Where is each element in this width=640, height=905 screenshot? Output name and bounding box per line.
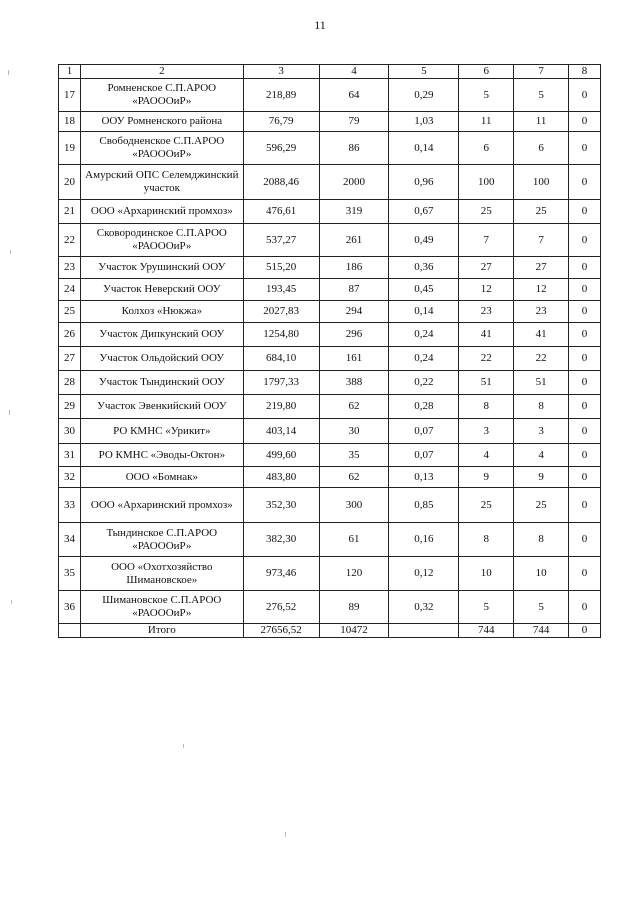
value-col-6: 7: [459, 224, 514, 257]
value-col-6: 12: [459, 279, 514, 301]
row-number: 28: [59, 371, 81, 395]
value-col-7: 9: [514, 467, 569, 488]
value-col-8: 0: [569, 79, 601, 112]
value-col-7: 8: [514, 395, 569, 419]
value-col-4: 62: [319, 395, 389, 419]
value-col-6: 5: [459, 79, 514, 112]
value-col-6: 4: [459, 444, 514, 467]
value-col-5: 0,28: [389, 395, 459, 419]
organization-name: ООО «Архаринский промхоз»: [80, 200, 243, 224]
total-col-8: 0: [569, 624, 601, 638]
value-col-7: 5: [514, 79, 569, 112]
value-col-7: 5: [514, 591, 569, 624]
value-col-8: 0: [569, 419, 601, 444]
value-col-3: 218,89: [243, 79, 319, 112]
table-row: [59, 165, 601, 200]
row-number: 35: [59, 557, 81, 591]
column-header: 8: [569, 65, 601, 79]
scan-speck: [183, 744, 184, 748]
value-col-8: 0: [569, 488, 601, 523]
total-label: Итого: [80, 624, 243, 638]
value-col-6: 100: [459, 165, 514, 200]
value-col-3: 2088,46: [243, 165, 319, 200]
total-row-number: [59, 624, 81, 638]
value-col-8: 0: [569, 467, 601, 488]
value-col-5: 0,14: [389, 132, 459, 165]
row-number: 20: [59, 165, 81, 200]
table-row: [59, 79, 601, 112]
organization-name: ООО «Бомнак»: [80, 467, 243, 488]
scan-speck: [8, 70, 9, 75]
value-col-4: 35: [319, 444, 389, 467]
value-col-7: 25: [514, 200, 569, 224]
total-row: [59, 624, 601, 638]
organization-name: ООО «Охотхозяйство Шимановское»: [80, 557, 243, 591]
value-col-4: 294: [319, 301, 389, 323]
value-col-3: 1797,33: [243, 371, 319, 395]
organization-name: Участок Ольдойский ООУ: [80, 347, 243, 371]
value-col-7: 11: [514, 112, 569, 132]
value-col-3: 2027,83: [243, 301, 319, 323]
table-row: [59, 523, 601, 557]
column-header: 2: [80, 65, 243, 79]
value-col-3: 1254,80: [243, 323, 319, 347]
value-col-4: 30: [319, 419, 389, 444]
value-col-4: 161: [319, 347, 389, 371]
value-col-3: 193,45: [243, 279, 319, 301]
value-col-8: 0: [569, 132, 601, 165]
value-col-5: 0,36: [389, 257, 459, 279]
value-col-5: 0,07: [389, 444, 459, 467]
value-col-4: 261: [319, 224, 389, 257]
value-col-3: 596,29: [243, 132, 319, 165]
value-col-7: 51: [514, 371, 569, 395]
value-col-3: 499,60: [243, 444, 319, 467]
table-row: [59, 279, 601, 301]
value-col-3: 515,20: [243, 257, 319, 279]
value-col-7: 22: [514, 347, 569, 371]
organization-name: ООО «Архаринский промхоз»: [80, 488, 243, 523]
row-number: 32: [59, 467, 81, 488]
value-col-3: 382,30: [243, 523, 319, 557]
value-col-4: 120: [319, 557, 389, 591]
total-col-3: 27656,52: [243, 624, 319, 638]
value-col-4: 296: [319, 323, 389, 347]
value-col-4: 64: [319, 79, 389, 112]
value-col-5: 0,13: [389, 467, 459, 488]
table-row: [59, 323, 601, 347]
value-col-4: 62: [319, 467, 389, 488]
value-col-8: 0: [569, 523, 601, 557]
table-row: [59, 132, 601, 165]
value-col-7: 6: [514, 132, 569, 165]
header-row: [59, 65, 601, 79]
table-row: [59, 467, 601, 488]
table-row: [59, 395, 601, 419]
table-row: [59, 557, 601, 591]
value-col-8: 0: [569, 347, 601, 371]
table-row: [59, 419, 601, 444]
table-row: [59, 224, 601, 257]
value-col-6: 5: [459, 591, 514, 624]
row-number: 36: [59, 591, 81, 624]
value-col-7: 10: [514, 557, 569, 591]
row-number: 29: [59, 395, 81, 419]
row-number: 24: [59, 279, 81, 301]
row-number: 30: [59, 419, 81, 444]
value-col-6: 8: [459, 523, 514, 557]
value-col-3: 219,80: [243, 395, 319, 419]
value-col-7: 100: [514, 165, 569, 200]
value-col-5: 0,22: [389, 371, 459, 395]
organization-name: Участок Неверский ООУ: [80, 279, 243, 301]
value-col-5: 0,24: [389, 323, 459, 347]
table-row: [59, 488, 601, 523]
value-col-5: 0,85: [389, 488, 459, 523]
value-col-4: 89: [319, 591, 389, 624]
total-col-5: [389, 624, 459, 638]
value-col-7: 3: [514, 419, 569, 444]
value-col-8: 0: [569, 371, 601, 395]
value-col-3: 352,30: [243, 488, 319, 523]
value-col-7: 4: [514, 444, 569, 467]
table-row: [59, 347, 601, 371]
page-number: 11: [314, 18, 326, 32]
value-col-5: 0,24: [389, 347, 459, 371]
value-col-3: 276,52: [243, 591, 319, 624]
organization-name: РО КМНС «Эводы-Октон»: [80, 444, 243, 467]
value-col-8: 0: [569, 257, 601, 279]
organization-name: ООУ Ромненского района: [80, 112, 243, 132]
value-col-3: 476,61: [243, 200, 319, 224]
total-col-4: 10472: [319, 624, 389, 638]
row-number: 34: [59, 523, 81, 557]
value-col-6: 22: [459, 347, 514, 371]
organization-name: Ромненское С.П.АРОО «РАОООиР»: [80, 79, 243, 112]
organization-name: Колхоз «Нюкжа»: [80, 301, 243, 323]
organization-name: Участок Дипкунский ООУ: [80, 323, 243, 347]
value-col-4: 61: [319, 523, 389, 557]
scan-speck: [10, 250, 11, 254]
value-col-6: 11: [459, 112, 514, 132]
table-row: [59, 371, 601, 395]
value-col-4: 300: [319, 488, 389, 523]
row-number: 23: [59, 257, 81, 279]
value-col-8: 0: [569, 395, 601, 419]
value-col-5: 0,32: [389, 591, 459, 624]
table-row: [59, 200, 601, 224]
value-col-8: 0: [569, 301, 601, 323]
total-col-6: 744: [459, 624, 514, 638]
value-col-6: 41: [459, 323, 514, 347]
data-table: [58, 64, 601, 638]
table-row: [59, 112, 601, 132]
value-col-7: 8: [514, 523, 569, 557]
value-col-8: 0: [569, 200, 601, 224]
row-number: 18: [59, 112, 81, 132]
value-col-7: 25: [514, 488, 569, 523]
row-number: 22: [59, 224, 81, 257]
scan-speck: [11, 600, 12, 604]
organization-name: Свободненское С.П.АРОО «РАОООиР»: [80, 132, 243, 165]
organization-name: Шимановское С.П.АРОО «РАОООиР»: [80, 591, 243, 624]
value-col-4: 86: [319, 132, 389, 165]
value-col-8: 0: [569, 591, 601, 624]
column-header: 6: [459, 65, 514, 79]
scan-speck: [9, 410, 10, 415]
column-header: 7: [514, 65, 569, 79]
value-col-6: 23: [459, 301, 514, 323]
value-col-8: 0: [569, 557, 601, 591]
value-col-5: 0,16: [389, 523, 459, 557]
total-col-7: 744: [514, 624, 569, 638]
column-header: 3: [243, 65, 319, 79]
value-col-6: 25: [459, 200, 514, 224]
value-col-4: 388: [319, 371, 389, 395]
value-col-3: 537,27: [243, 224, 319, 257]
value-col-5: 0,12: [389, 557, 459, 591]
organization-name: Сковородинское С.П.АРОО «РАОООиР»: [80, 224, 243, 257]
value-col-3: 403,14: [243, 419, 319, 444]
value-col-8: 0: [569, 444, 601, 467]
value-col-4: 186: [319, 257, 389, 279]
value-col-7: 7: [514, 224, 569, 257]
value-col-3: 76,79: [243, 112, 319, 132]
value-col-7: 41: [514, 323, 569, 347]
value-col-7: 27: [514, 257, 569, 279]
value-col-3: 483,80: [243, 467, 319, 488]
value-col-5: 0,49: [389, 224, 459, 257]
value-col-5: 1,03: [389, 112, 459, 132]
scan-speck: [285, 832, 286, 837]
table-row: [59, 257, 601, 279]
value-col-6: 9: [459, 467, 514, 488]
organization-name: Участок Эвенкийский ООУ: [80, 395, 243, 419]
organization-name: Амурский ОПС Селемджинский участок: [80, 165, 243, 200]
value-col-7: 12: [514, 279, 569, 301]
value-col-6: 8: [459, 395, 514, 419]
value-col-8: 0: [569, 323, 601, 347]
column-header: 1: [59, 65, 81, 79]
table-row: [59, 301, 601, 323]
value-col-5: 0,67: [389, 200, 459, 224]
table-row: [59, 591, 601, 624]
value-col-6: 25: [459, 488, 514, 523]
value-col-5: 0,29: [389, 79, 459, 112]
value-col-8: 0: [569, 165, 601, 200]
value-col-6: 6: [459, 132, 514, 165]
column-header: 5: [389, 65, 459, 79]
value-col-8: 0: [569, 279, 601, 301]
row-number: 25: [59, 301, 81, 323]
value-col-7: 23: [514, 301, 569, 323]
row-number: 17: [59, 79, 81, 112]
value-col-4: 87: [319, 279, 389, 301]
value-col-5: 0,45: [389, 279, 459, 301]
value-col-5: 0,14: [389, 301, 459, 323]
value-col-5: 0,96: [389, 165, 459, 200]
row-number: 21: [59, 200, 81, 224]
organization-name: РО КМНС «Урикит»: [80, 419, 243, 444]
row-number: 27: [59, 347, 81, 371]
value-col-4: 319: [319, 200, 389, 224]
value-col-4: 2000: [319, 165, 389, 200]
table-row: [59, 444, 601, 467]
value-col-3: 684,10: [243, 347, 319, 371]
value-col-6: 10: [459, 557, 514, 591]
organization-name: Тындинское С.П.АРОО «РАОООиР»: [80, 523, 243, 557]
organization-name: Участок Урушинский ООУ: [80, 257, 243, 279]
row-number: 26: [59, 323, 81, 347]
value-col-3: 973,46: [243, 557, 319, 591]
row-number: 31: [59, 444, 81, 467]
value-col-8: 0: [569, 112, 601, 132]
row-number: 33: [59, 488, 81, 523]
column-header: 4: [319, 65, 389, 79]
value-col-8: 0: [569, 224, 601, 257]
value-col-5: 0,07: [389, 419, 459, 444]
organization-name: Участок Тындинский ООУ: [80, 371, 243, 395]
value-col-4: 79: [319, 112, 389, 132]
value-col-6: 3: [459, 419, 514, 444]
value-col-6: 27: [459, 257, 514, 279]
value-col-6: 51: [459, 371, 514, 395]
row-number: 19: [59, 132, 81, 165]
